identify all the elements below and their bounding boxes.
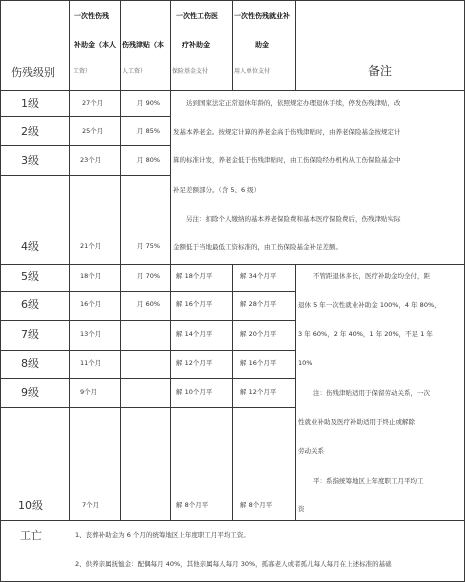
row-medical: 解 10个月平 — [176, 388, 213, 396]
row-allowance: 月 85% — [137, 127, 161, 135]
row-employment: 解 12个月平 — [240, 388, 277, 396]
header-allowance-line1: 伤残津贴（本 — [122, 41, 164, 49]
row-allowance: 月 70% — [137, 272, 161, 280]
remark-line: 性就业补助及医疗补助适用于终止或解除 — [298, 418, 415, 426]
header-employment-line2: 助金 — [255, 41, 269, 49]
header-employment-line1: 一次性伤残就业补 — [234, 12, 290, 20]
header-allowance-line2: 人工资） — [122, 68, 147, 75]
row-employment: 解 34个月平 — [240, 272, 277, 280]
row-employment: 解 8个月平 — [240, 501, 273, 509]
row-medical: 解 8个月平 — [176, 501, 209, 509]
row-level: 8级 — [21, 357, 39, 370]
row-level: 9级 — [21, 386, 39, 399]
row-subsidy: 27个月 — [82, 99, 104, 107]
row-medical: 解 18个月平 — [176, 272, 213, 280]
row-subsidy: 7个月 — [82, 501, 100, 509]
remark-line: 资 — [298, 505, 305, 513]
row-level: 5级 — [21, 270, 39, 283]
header-subsidy-line2: 补助金（本人 — [74, 41, 116, 49]
remark-line: 注：伤残津贴适用于保留劳动关系，一次 — [313, 389, 430, 397]
row-allowance: 月 75% — [137, 242, 161, 250]
row-medical: 解 16个月平 — [176, 300, 213, 308]
row-level: 3级 — [21, 154, 39, 167]
row-subsidy: 25个月 — [82, 127, 104, 135]
row-employment: 解 20个月平 — [240, 330, 277, 338]
row-subsidy: 13个月 — [80, 330, 102, 338]
header-employment-sub: 用人单位支付 — [234, 68, 271, 75]
remark-line: 另注：扣除个人缴纳的基本养老保险费和基本医疗保险费后，伤残津贴实际 — [186, 215, 401, 223]
header-level: 伤残级别 — [11, 66, 55, 79]
remark-line: 平：系指统筹地区上年度职工月平均工 — [313, 477, 424, 485]
remark-line: 发基本养老金。按规定计算的养老金高于伤残津贴时，由养老保险基金按规定计 — [173, 128, 401, 136]
row-level: 2级 — [21, 125, 39, 138]
remark-line: 退休 5 年一次性就业补助金 100%，4 年 80%， — [298, 301, 441, 309]
row-medical: 解 14个月平 — [176, 330, 213, 338]
row-employment: 解 16个月平 — [240, 359, 277, 367]
row-allowance: 月 60% — [137, 300, 161, 308]
remark-line: 10% — [298, 359, 313, 367]
work-death-line: 1、丧葬补助金为 6 个月的统筹地区上年度职工月平均工资。 — [75, 531, 250, 539]
row-level: 7级 — [21, 328, 39, 341]
header-medical-line1: 一次性工伤医 — [176, 12, 218, 20]
row-subsidy: 11个月 — [80, 359, 102, 367]
row-level: 1级 — [21, 97, 39, 110]
remark-line: 劳动关系 — [298, 447, 324, 455]
row-level: 10级 — [18, 499, 43, 512]
row-allowance: 月 90% — [137, 99, 161, 107]
row-subsidy: 16个月 — [80, 300, 102, 308]
remark-line: 达到国家法定正常退休年龄的，依照规定办理退休手续，停发伤残津贴，改 — [186, 99, 401, 107]
header-medical-line2: 疗补助金 — [182, 41, 210, 49]
remark-line: 不管距退休多长，医疗补助金均全付，距 — [313, 272, 430, 280]
remark-line: 补足差额部分。（含 5、6 级） — [173, 186, 261, 194]
header-medical-sub: 保险基金支付 — [172, 68, 209, 75]
header-remarks: 备注 — [368, 64, 393, 78]
remark-line: 3 年 60%，2 年 40%，1 年 20%，不足 1 年 — [298, 330, 433, 338]
remark-line: 金额低于当地最低工资标准的，由工伤保险基金补足差额。 — [173, 243, 342, 251]
row-subsidy: 23个月 — [80, 156, 102, 164]
row-medical: 解 12个月平 — [176, 359, 213, 367]
work-death-label: 工亡 — [20, 529, 42, 542]
row-level: 4级 — [21, 240, 39, 253]
row-employment: 解 28个月平 — [240, 300, 277, 308]
row-level: 6级 — [21, 298, 39, 311]
header-subsidy-line1: 一次性伤残 — [74, 12, 109, 20]
row-subsidy: 18个月 — [80, 272, 102, 280]
header-subsidy-line3: 工资） — [73, 68, 92, 75]
row-allowance: 月 80% — [137, 156, 161, 164]
work-death-line: 2、供养亲属抚恤金：配偶每月 40%，其他亲属每人每月 30%，孤寡老人或者孤儿每人每月在上述标准的基础 — [75, 560, 392, 568]
row-subsidy: 21个月 — [80, 242, 102, 250]
remark-line: 算的标准计发，养老金低于伤残津贴时，由工伤保险经办机构从工伤保险基金中 — [173, 156, 401, 164]
row-subsidy: 9个月 — [80, 388, 98, 396]
